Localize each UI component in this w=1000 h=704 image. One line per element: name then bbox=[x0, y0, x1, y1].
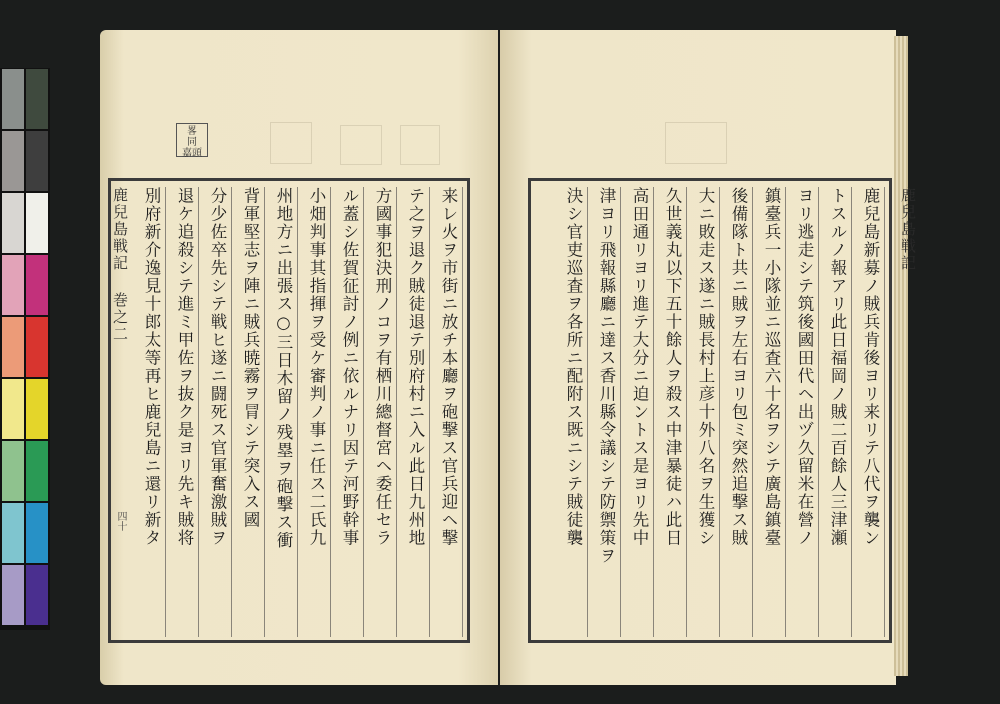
text-column: 津ヨリ飛報縣廳ニ達ス香川縣令議シテ防禦策ヲ bbox=[593, 187, 621, 637]
text-column: トスルノ報アリ此日福岡ノ賊二百餘人三津瀬 bbox=[824, 187, 852, 637]
color-patch bbox=[26, 565, 48, 625]
text-column: 別府新介逸見十郎太等再ヒ鹿兒島ニ還リ新タ bbox=[138, 187, 166, 637]
color-patch bbox=[26, 193, 48, 253]
text-column: 方國事犯決刑ノコヲ有栖川總督宮ヘ委任セラ bbox=[369, 187, 397, 637]
color-patch bbox=[26, 69, 48, 129]
text-column: 大ニ敗走ス遂ニ賊長村上彦十外八名ヲ生獲シ bbox=[692, 187, 720, 637]
text-column: 鎮臺兵一小隊並ニ巡査六十名ヲシテ廣島鎮臺 bbox=[758, 187, 786, 637]
text-column: 久世義丸以下五十餘人ヲ殺ス中津暴徒ハ此日 bbox=[659, 187, 687, 637]
color-patch bbox=[2, 131, 24, 191]
text-column: 鹿兒島新募ノ賊兵肯後ヨリ来リテ八代ヲ襲ン bbox=[857, 187, 885, 637]
color-patch bbox=[26, 317, 48, 377]
open-book bbox=[100, 30, 917, 685]
left-text-frame bbox=[108, 178, 470, 643]
color-patch bbox=[2, 503, 24, 563]
color-patch bbox=[2, 255, 24, 315]
text-column: テ之ヲ退ク賊徒退テ別府村ニ入ル此日九州地 bbox=[402, 187, 430, 637]
color-patch bbox=[2, 441, 24, 501]
color-patch bbox=[26, 255, 48, 315]
left-margin-title: 鹿兒島戦記 巻之二 bbox=[111, 187, 129, 343]
text-column: 退ケ追殺シテ進ミ甲佐ヲ抜ク是ヨリ先キ賊将 bbox=[171, 187, 199, 637]
color-patch bbox=[2, 193, 24, 253]
text-column: 州地方ニ出張ス○三日木留ノ残塁ヲ砲撃ス衝 bbox=[270, 187, 298, 637]
text-column: ヨリ逃走シテ筑後國田代ヘ出ヅ久留米在營ノ bbox=[791, 187, 819, 637]
page-number: 四十 bbox=[115, 511, 126, 531]
color-patch bbox=[26, 503, 48, 563]
text-column: 小畑判事其指揮ヲ受ケ審判ノ事ニ任ス二氏九 bbox=[303, 187, 331, 637]
text-column: ル蓋シ佐賀征討ノ例ニ依ルナリ因テ河野幹事 bbox=[336, 187, 364, 637]
left-page bbox=[100, 30, 498, 685]
text-column: 背軍堅志ヲ陣ニ賊兵暁霧ヲ冐シテ突入ス國 bbox=[237, 187, 265, 637]
color-calibration-chart bbox=[0, 68, 50, 630]
color-patch bbox=[26, 441, 48, 501]
color-patch bbox=[2, 565, 24, 625]
color-patch bbox=[2, 317, 24, 377]
right-margin-title: 鹿兒島戦記 bbox=[899, 187, 917, 272]
color-patch bbox=[26, 379, 48, 439]
right-page bbox=[500, 30, 917, 685]
color-patch bbox=[2, 379, 24, 439]
text-column: 高田通リヨリ進テ大分ニ迫ントス是ヨリ先中 bbox=[626, 187, 654, 637]
seal-stamp: 畧 同 嘉頭 bbox=[176, 123, 208, 157]
text-column: 決シ官吏巡査ヲ各所ニ配附ス既ニシテ賊徒襲 bbox=[560, 187, 588, 637]
text-column: 来レ火ヲ市街ニ放チ本廳ヲ砲撃ス官兵迎ヘ撃 bbox=[435, 187, 463, 637]
text-column: 後備隊ト共ニ賊ヲ左右ヨリ包ミ突然追撃ス賊 bbox=[725, 187, 753, 637]
color-patch bbox=[26, 131, 48, 191]
color-patch bbox=[2, 69, 24, 129]
right-text-frame bbox=[528, 178, 917, 643]
text-column: 分少佐卒先シテ戦ヒ遂ニ闘死ス官軍奮激賊ヲ bbox=[204, 187, 232, 637]
